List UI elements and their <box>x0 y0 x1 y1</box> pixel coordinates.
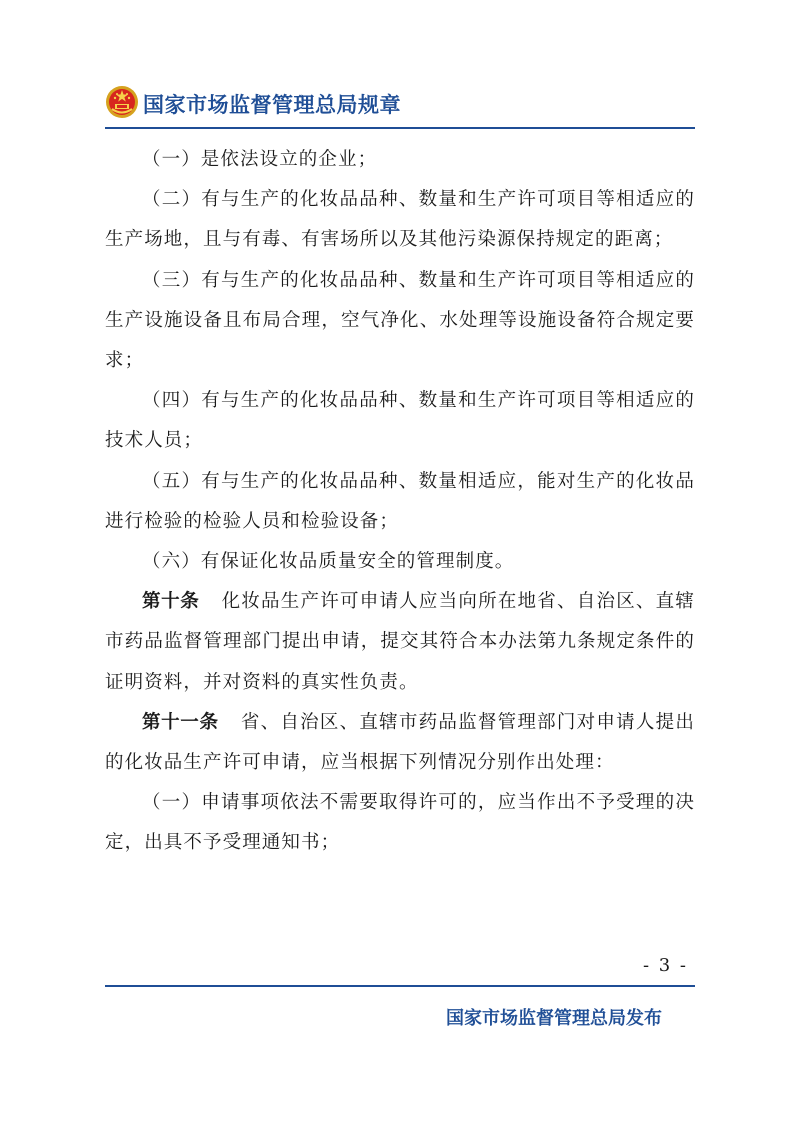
list-item: （四）有与生产的化妆品品种、数量和生产许可项目等相适应的技术人员； <box>105 390 695 452</box>
list-item: （五）有与生产的化妆品品种、数量相适应，能对生产的化妆品进行检验的检验人员和检验设备； <box>105 470 695 532</box>
header-divider <box>105 127 695 129</box>
article-10 <box>105 582 695 703</box>
list-item: （一）是依法设立的企业； <box>142 149 378 170</box>
document-body <box>105 140 695 864</box>
footer-publisher: 国家市场监督管理总局发布 <box>446 1008 662 1029</box>
list-item: （三）有与生产的化妆品品种、数量和生产许可项目等相适应的生产设施设备且布局合理，空气净化、水处理等设施设备符合规定要求； <box>105 269 695 372</box>
list-item: （六）有保证化妆品质量安全的管理制度。 <box>142 551 515 573</box>
article-text: 化妆品生产许可申请人应当向所在地省、自治区、直辖市药品监督管理部门提出申请，提交其符合本办法第九条规定条件的证明资料，并对资料的真实性负责。 <box>105 591 695 693</box>
article-title: 第十一条 <box>142 711 219 733</box>
list-item: （一）申请事项依法不需要取得许可的，应当作出不予受理的决定，出具不予受理通知书； <box>105 792 695 854</box>
national-emblem-icon <box>105 85 139 119</box>
footer-divider <box>105 985 695 987</box>
article-11 <box>105 703 695 783</box>
page-number: - 3 - <box>642 955 688 976</box>
page-header <box>105 82 695 122</box>
list-item: （二）有与生产的化妆品品种、数量和生产许可项目等相适应的生产场地，且与有毒、有害场所以及其他污染源保持规定的距离； <box>105 189 695 251</box>
article-title: 第十条 <box>142 591 200 613</box>
article-text: 省、自治区、直辖市药品监督管理部门对申请人提出的化妆品生产许可申请，应当根据下列情况分别作出处理： <box>105 711 695 774</box>
header-title: 国家市场监督管理总局规章 <box>143 93 401 117</box>
